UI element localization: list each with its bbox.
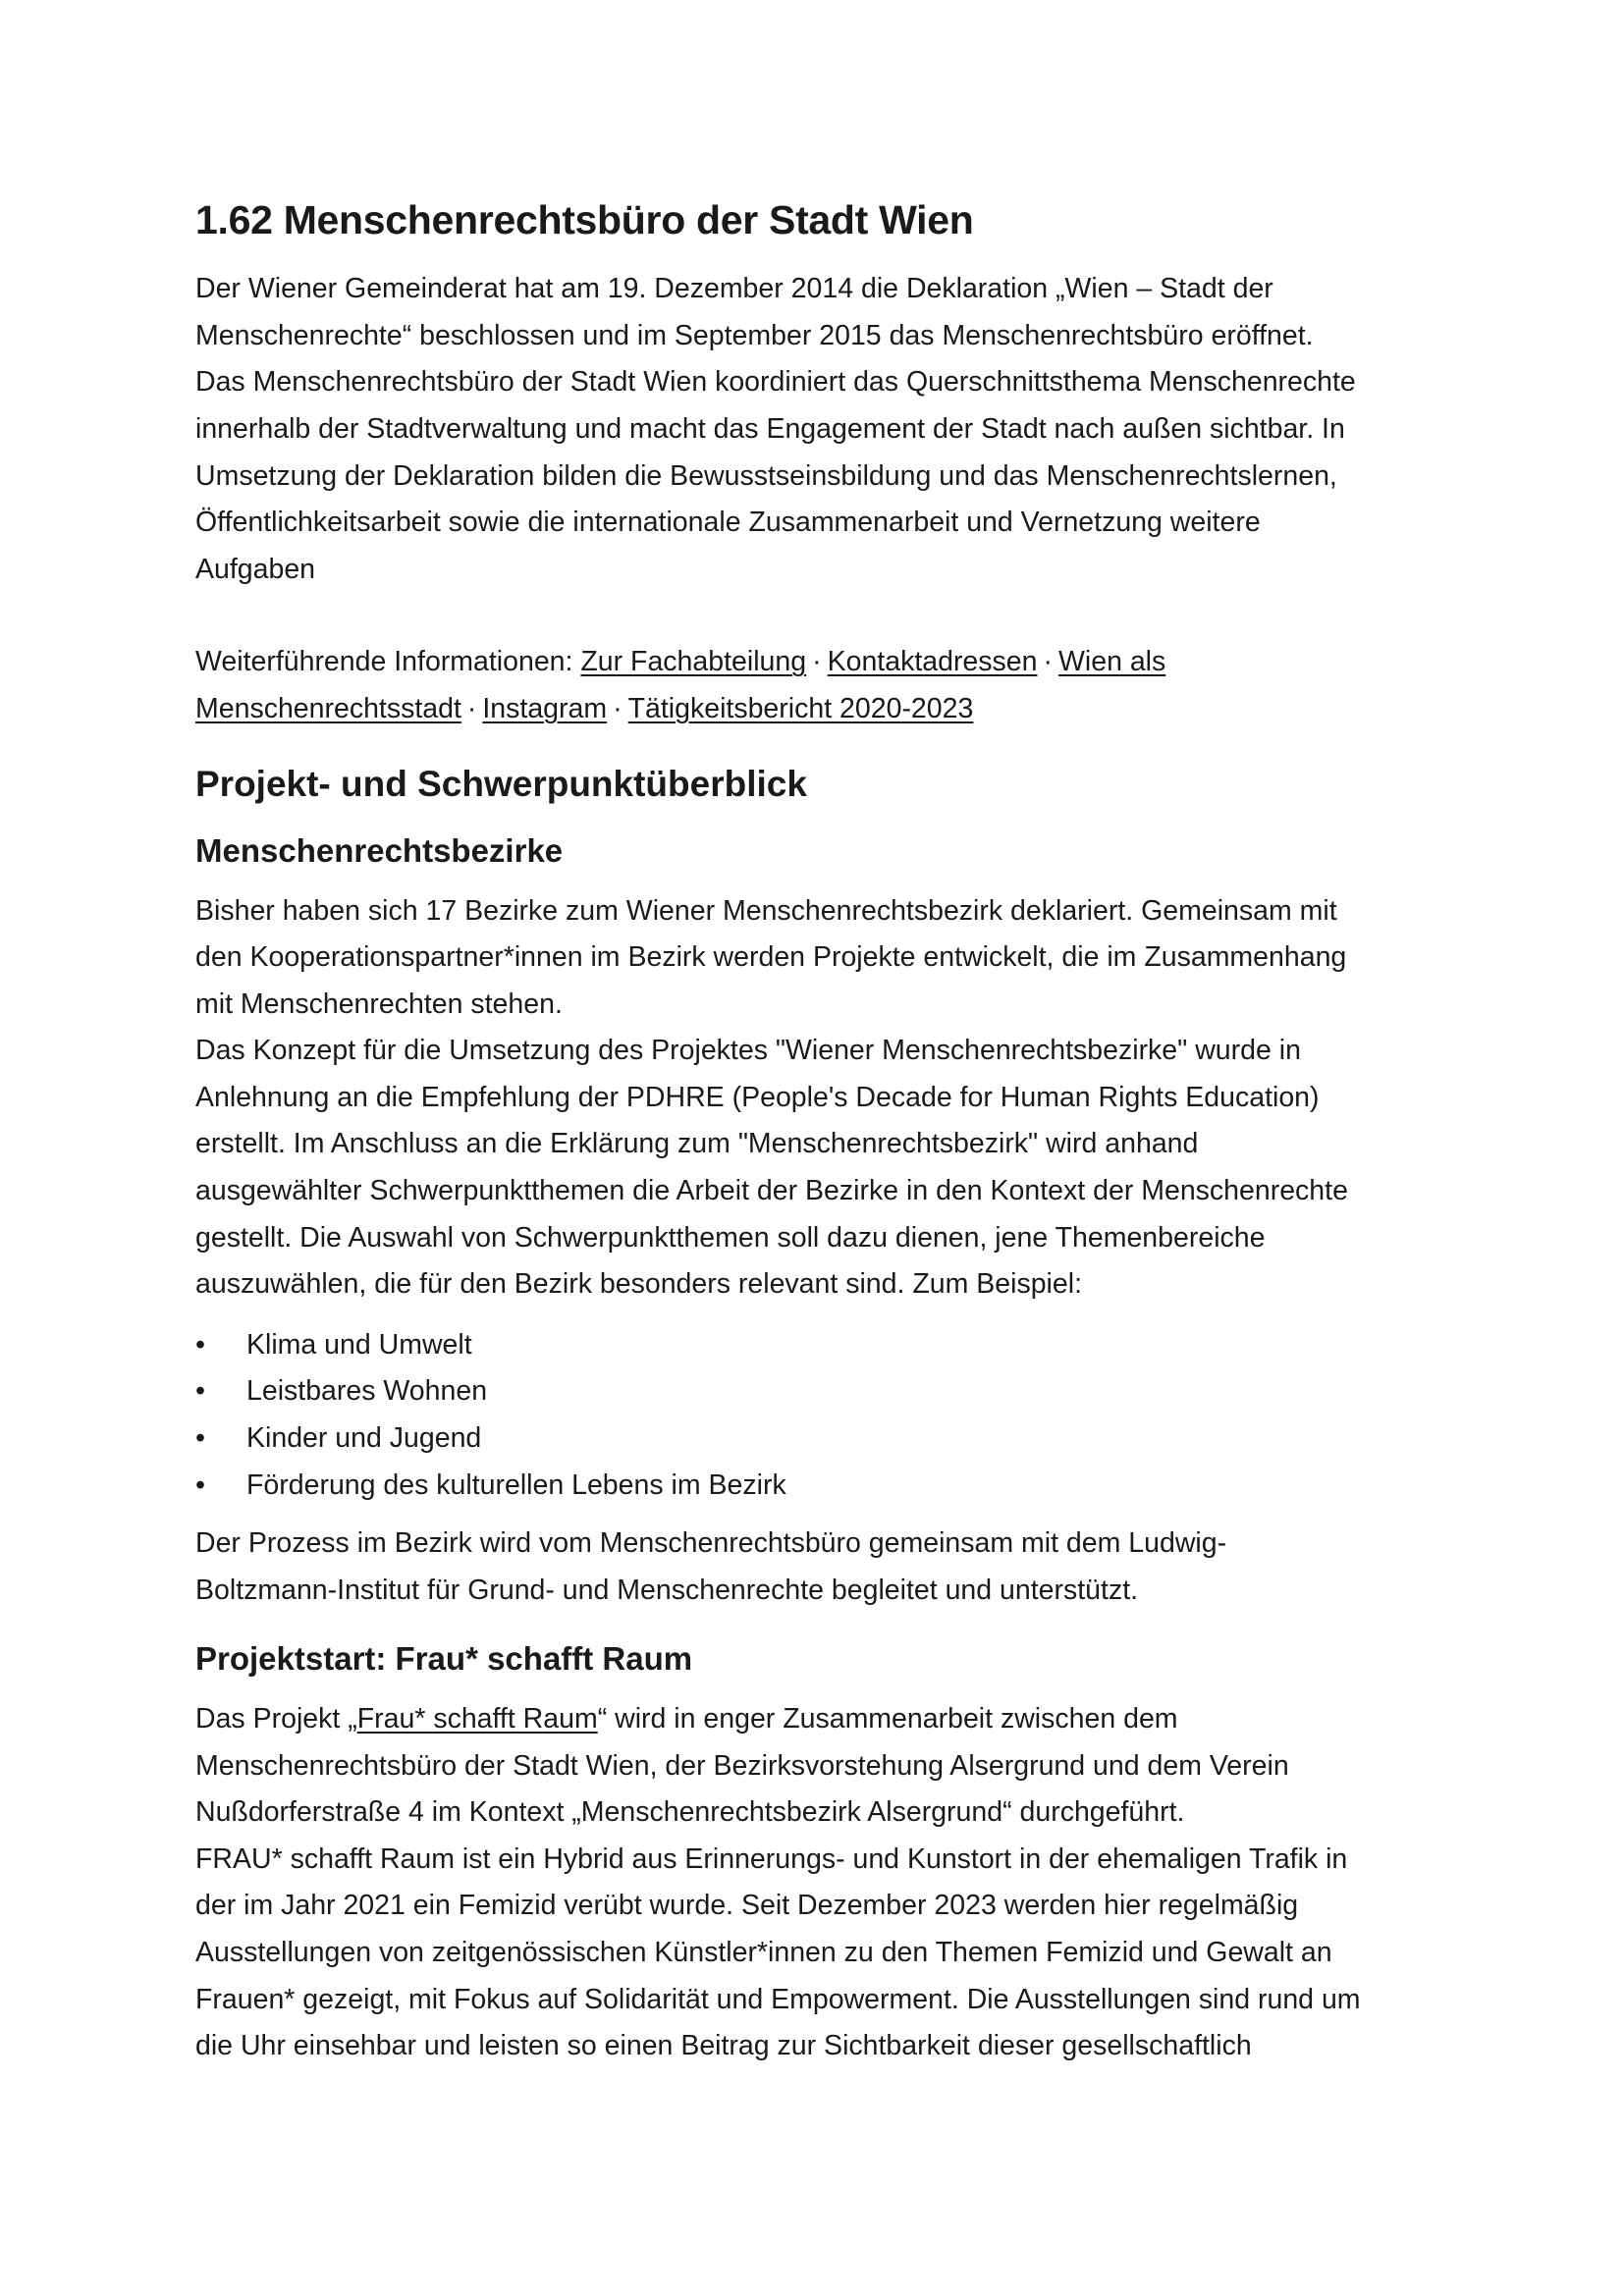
document-page <box>195 196 1442 2070</box>
section-heading-overview: Projekt- und Schwerpunktüberblick <box>195 763 807 804</box>
topic-list <box>195 1322 1442 1509</box>
separator: · <box>613 692 623 724</box>
bullet-icon: • <box>195 1422 205 1455</box>
bezirke-paragraph: Bisher haben sich 17 Bezirke zum Wiener Menschenrechtsbezirk deklariert. Gemeinsam mit den Kooperationspartner*innen im Bezirk werden Projekte entwickelt, die im Zusammenhang mit Menschenrechten stehen. Das Konzept für die Umsetzung des Projektes "Wiener Menschenrechtsbezirke" wurde in Anlehnung an die Empfehlung der PDHRE (People's Decade for Human Rights Education) erstellt. Im Anschluss an die Erklärung zum "Menschenrechtsbezirk" wird anhand ausgewählter Schwerpunktthemen die Arbeit der Bezirke in den Kontext der Menschenrechte gestellt. Die Auswahl von Schwerpunktthemen soll dazu dienen, jene Themenbereiche auszuwählen, die für den Bezirk besonders relevant sind. Zum Beispiel: <box>195 894 1348 1301</box>
bezirke-process-paragraph: Der Prozess im Bezirk wird vom Menschenrechtsbüro gemeinsam mit dem Ludwig- Boltzmann-Institut für Grund- und Menschenrechte begleitet und unterstützt. <box>195 1527 1227 1606</box>
section-heading-bezirke: Menschenrechtsbezirke <box>195 831 564 869</box>
list-item: • Leistbares Wohnen <box>195 1368 1442 1415</box>
list-item: • Klima und Umwelt <box>195 1322 1442 1369</box>
link-fachabteilung[interactable]: Zur Fachabteilung <box>580 646 807 678</box>
separator: · <box>1043 646 1053 678</box>
link-menschenrechtsstadt[interactable]: Menschenrechtsstadt <box>195 692 461 724</box>
more-info-label: Weiterführende Informationen: <box>195 646 573 678</box>
frau-paragraph: Das Projekt „Frau* schafft Raum“ wird in enger Zusammenarbeit zwischen dem Menschenrechtsbüro der Stadt Wien, der Bezirksvorstehung Alsergrund und dem Verein Nußdorferstraße 4 im Kontext „Menschenrechtsbezirk Alsergrund“ durchgeführt. FRAU* schafft Raum ist ein Hybrid aus Erinnerungs- und Kunstort in der ehemaligen Trafik in der im Jahr 2021 ein Femizid verübt wurde. Seit Dezember 2023 werden hier regelmäßig Ausstellungen von zeitgenössischen Künstler*innen zu den Themen Femizid und Gewalt an Frauen* gezeigt, mit Fokus auf Solidarität und Empowerment. Die Ausstellungen sind rund um die Uhr einsehbar und leisten so einen Beitrag zur Sichtbarkeit dieser gesellschaftlich <box>195 1703 1361 2062</box>
link-instagram[interactable]: Instagram <box>482 692 608 724</box>
section-heading-frau-schafft-raum: Projektstart: Frau* schafft Raum <box>195 1640 693 1678</box>
separator: · <box>812 646 822 678</box>
link-taetigkeitsbericht[interactable]: Tätigkeitsbericht 2020-2023 <box>627 692 974 724</box>
intro-paragraph: Der Wiener Gemeinderat hat am 19. Dezember 2014 die Deklaration „Wien – Stadt der Menschenrechte“ beschlossen und im September 2015 das Menschenrechtsbüro eröffnet. Das Menschenrechtsbüro der Stadt Wien koordiniert das Querschnittsthema Menschenrechte innerhalb der Stadtverwaltung und macht das Engagement der Stadt nach außen sichtbar. In Umsetzung der Deklaration bilden die Bewusstseinsbildung und das Menschenrechtslernen, Öffentlichkeitsarbeit sowie die internationale Zusammenarbeit und Vernetzung weitere Aufgaben <box>195 273 1356 585</box>
bullet-icon: • <box>195 1328 205 1361</box>
link-wien-als[interactable]: Wien als <box>1057 646 1166 678</box>
list-item: • Kinder und Jugend <box>195 1415 1442 1463</box>
list-item: • Förderung des kulturellen Lebens im Bezirk <box>195 1463 1442 1510</box>
link-kontaktadressen[interactable]: Kontaktadressen <box>827 646 1038 678</box>
link-frau-schafft-raum[interactable]: Frau* schafft Raum <box>356 1703 598 1735</box>
bullet-icon: • <box>195 1375 205 1408</box>
page-title: 1.62 Menschenrechtsbüro der Stadt Wien <box>195 197 974 242</box>
separator: · <box>466 692 477 724</box>
bullet-icon: • <box>195 1468 205 1501</box>
more-info-paragraph <box>195 639 1442 732</box>
